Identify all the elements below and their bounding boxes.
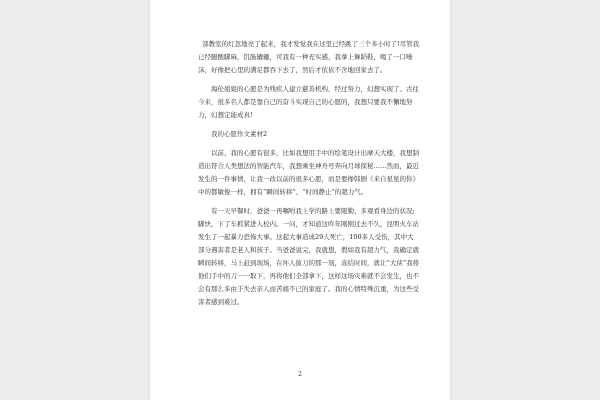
paragraph-3: 以前，我的心愿有很多，比如我想用手中的绘笔设计出摩天大楼，我想制造出符合人类想法的智能汽车，我想乘坐神舟号奔向月球探秘……然而，最近发生的一件事情，让我一改以前的很多心愿，而是要像韩剧《来自星星的你》中的都敏俊一样，拥有“瞬间转移”、“时间静止”的超力气。 (198, 149, 419, 196)
paragraph-4: 有一天早餐时，爸爸一再嘱咐我上学的路上要眼勤，多观看身边的状况;脚快，下了车抓紧进入校内。一问，才知道这昨年刚刚过去不久，昆明火车站发生了一起暴力恐怖大事。这起大事造成29人死亡，100多人受伤，其中大部分遇害者是老人和孩子。当爸爸说完，我就想，假如我有超力气，我确定就瞬间转移，马上赶到现场，在坏人拔刀的那一刻，冻结时间，就让“大侠”我将他们手中的刀一一取下，再将他们全部拿下，这样这场灾难就不会发生，也不会有那么多由于失去亲人而苦痛不已的家庭了。我的心情特殊沉重，为这些受害者感到难过。 (198, 207, 420, 306)
section-heading: 我的心愿作文素材2 (211, 130, 268, 138)
document-page (150, 0, 450, 400)
paragraph-1: 部教室的灯忽地亮了起来，我才发觉我在这里已经跳了三个多小时了!尽管我已经腿酸脚麻，饥肠辘辘，可我有一种充实感，我拿上舞蹈鞋，喝了一口唾沫，好像把心里的满足都吞下去了，然后才依依不舍地回家去了。 (198, 40, 420, 74)
page-number: 2 (298, 371, 302, 378)
paragraph-2: 海伦姐姐的心愿是为残疾人建立慈善机构，经过努力，幻想实现了。古往今来，很多名人都是靠自己的奋斗实现自己的心愿的，我想只要我不懈地努力，幻想定能成真! (198, 85, 419, 119)
document-body (198, 38, 420, 309)
